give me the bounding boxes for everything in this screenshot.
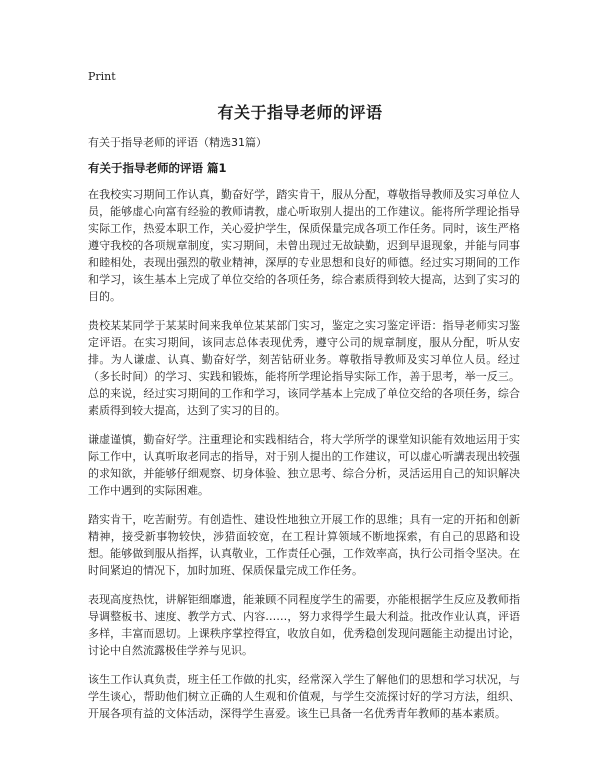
document-subtitle: 有关于指导老师的评语（精选31篇） <box>88 136 267 149</box>
document-title: 有关于指导老师的评语 <box>217 103 383 122</box>
paragraph: 谦虚谨慎，勤奋好学。注重理论和实践相结合，将大学所学的课堂知识能有效地运用于实际工作中，认真听取老同志的指导，对于别人提出的工作建议，可以虚心听講表现出较强的求知欲，并能够仔细观察、切身体验、独立思考、综合分析，灵活运用自己的知识解决工作中遇到的实际困难。 <box>88 433 520 497</box>
paragraph: 表现高度热忱，讲解钜细靡遗，能兼顾不同程度学生的需要，亦能根据学生反应及教师指导调整板书、速度、教学方式、内容……，努力求得学生最大利益。批改作业认真，评语多样，丰富而恩切。上课秩序掌控得宜，收放自如，优秀稳创发现问题能主动提出讨论，讨论中自然流露极佳学养与见识。 <box>88 593 520 657</box>
paragraph: 贵校某某同学于某某时间来我单位某某部门实习，鉴定之实习鉴定评语：指导老师实习鉴定评语。在实习期间，该同志总体表现优秀，遵守公司的规章制度，服从分配，听从安排。为人谦虚、认真、勤奋好学，刻苦钻研业务。尊敬指导教师及实习单位人员。经过（多长时间）的学习、实践和锻炼，能将所学理论指导实际工作，善于思考，举一反三。总的来说，经过实习期间的工作和学习，该同学基本上完成了单位交给的各项任务，综合素质得到较大提高，达到了实习的目的。 <box>88 319 520 417</box>
paragraph: 在我校实习期间工作认真，勤奋好学，踏实肯干，服从分配，尊敬指导教师及实习单位人员，能够虚心向富有经验的教师请教，虚心听取别人提出的工作建议。能将所学理论指导实际工作，热爱本职工作，关心爱护学生，保质保量完成各项工作任务。同时，该生严格遵守我校的各项规章制度，实习期间，未曾出现过无故缺勤，迟到早退现象，并能与同事和睦相处，表现出强烈的敬业精神，深厚的专业思想和良好的师德。经过实习期间的工作和学习，该生基本上完成了单位交给的各项任务，综合素质得到较大提高，达到了实习的目的。 <box>88 188 520 303</box>
print-link[interactable]: Print <box>88 70 116 83</box>
section-heading: 有关于指导老师的评语 篇1 <box>88 161 227 175</box>
body-text <box>88 186 520 734</box>
paragraph: 该生工作认真负责，班主任工作做的扎实，经常深入学生了解他们的思想和学习状况，与学生谈心，帮助他们树立正确的人生观和价值观，与学生交流探讨好的学习方法，组织、开展各项有益的文体活动，深得学生喜爱。该生已具备一名优秀青年教师的基本素质。 <box>88 673 520 720</box>
paragraph: 踏实肯干，吃苦耐劳。有创造性、建设性地独立开展工作的思维；具有一定的开拓和创新精神，接受新事物较快，涉猎面较宽，在工程计算领域不断地探索，有自己的思路和设想。能够做到服从指挥，认真敬业，工作责任心强，工作效率高，执行公司指令坚决。在时间紧迫的情况下，加时加班、保质保量完成工作任务。 <box>88 513 520 577</box>
